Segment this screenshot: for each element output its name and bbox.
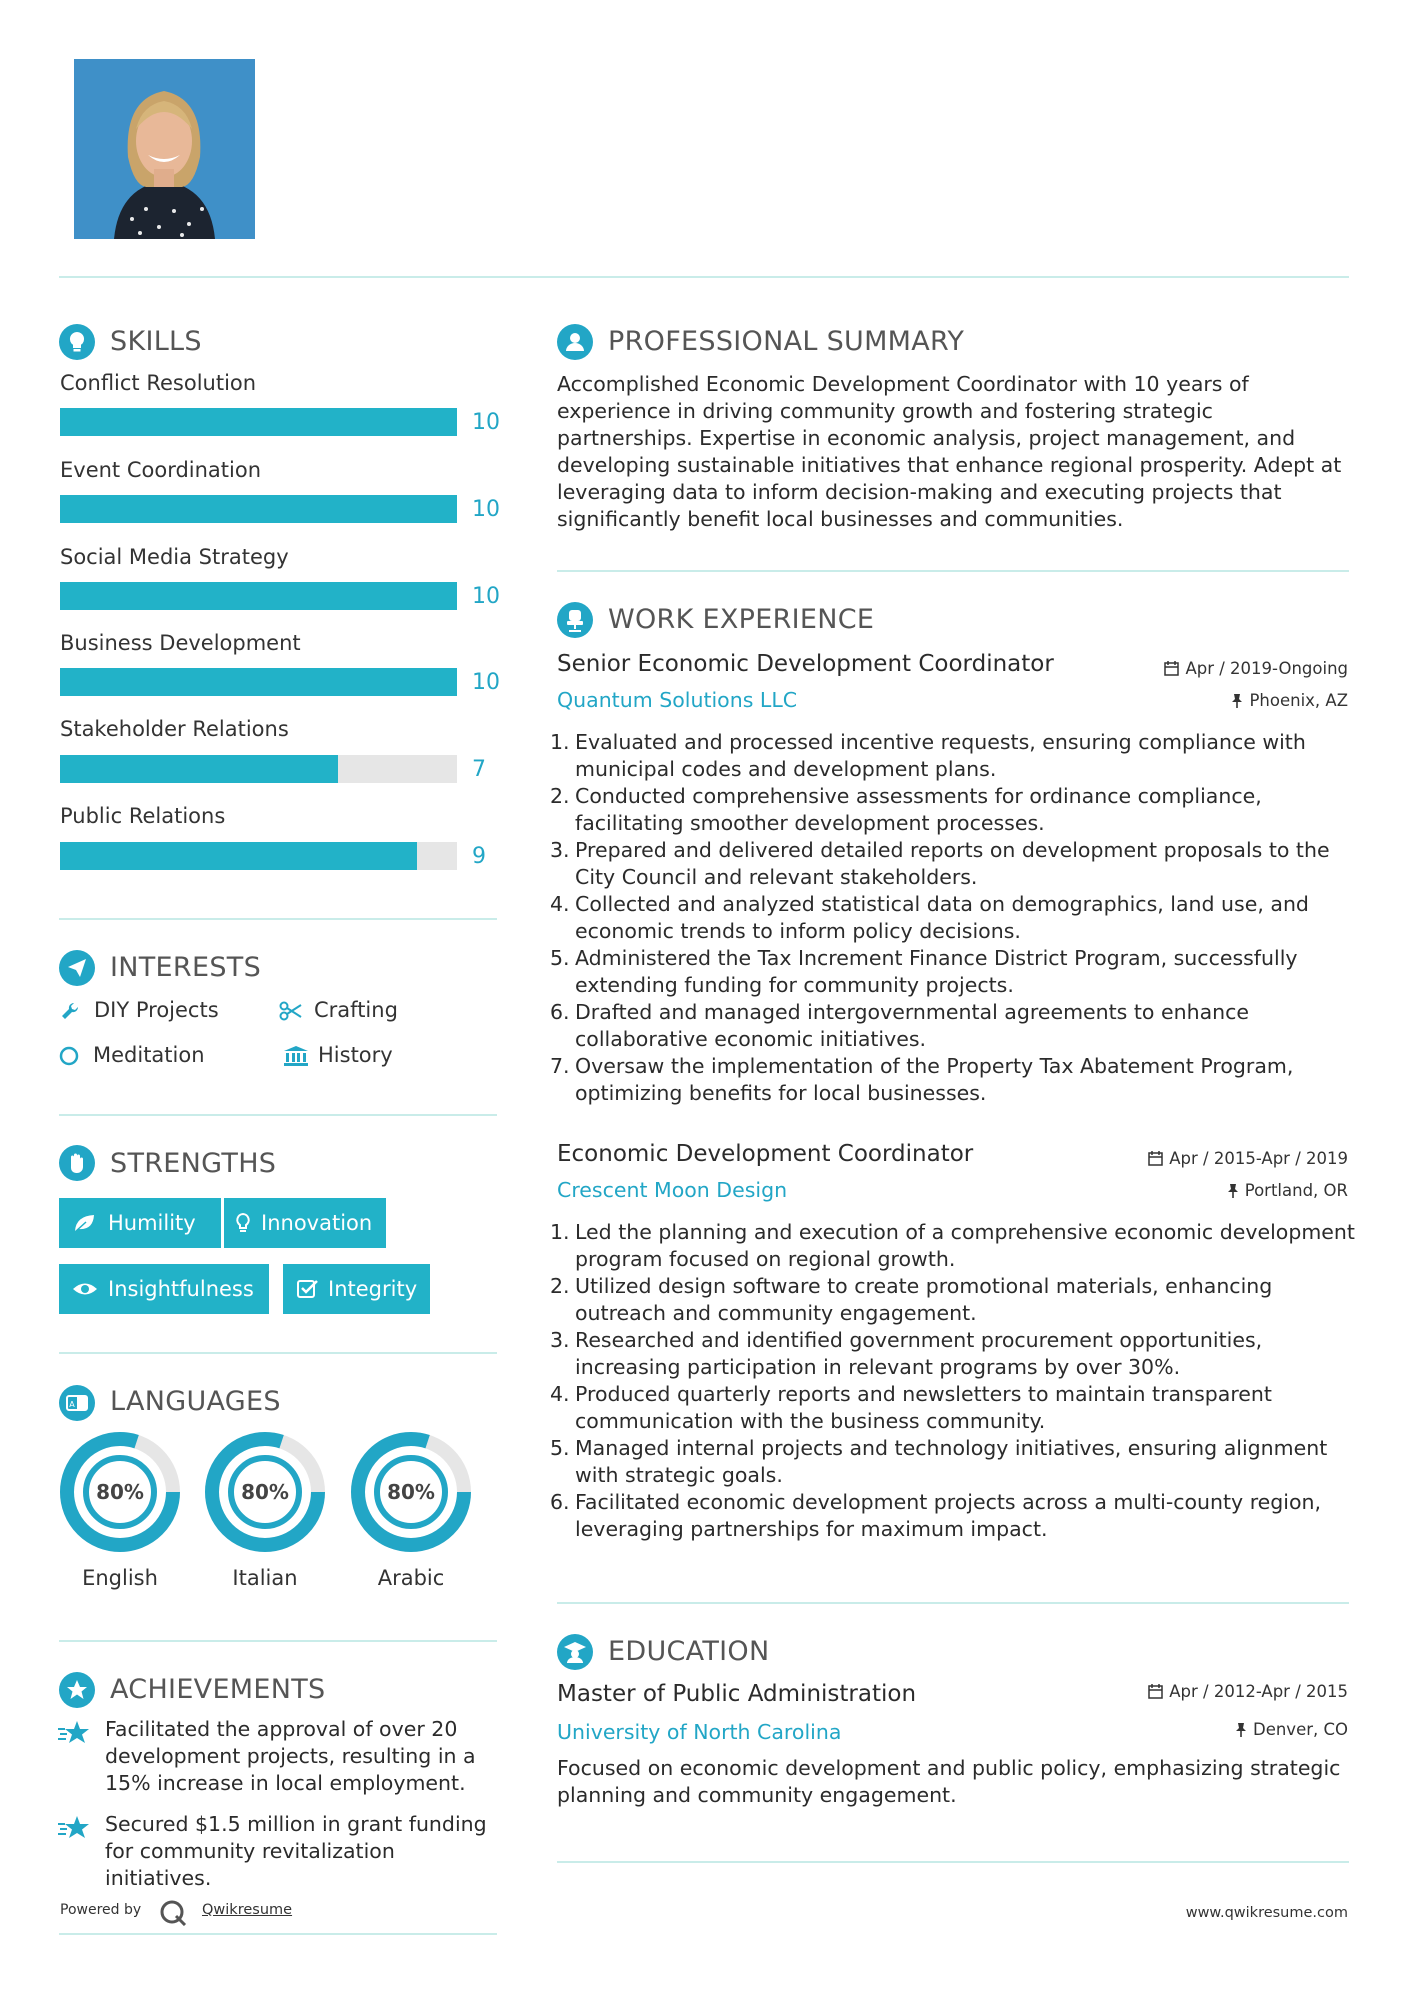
summary-text: Accomplished Economic Development Coordinator with 10 years of experience in driving community growth and fostering strategic partnerships. Expertise in economic analysis, project management, and developing sustainable initiatives that enhance regional prosperity. Adept at leveraging data to inform decision-making and executing projects that significantly benefit local businesses and communities. <box>557 372 1342 531</box>
achievements-title: ACHIEVEMENTS <box>110 1674 326 1705</box>
section-divider <box>557 570 1349 572</box>
school-name: University of North Carolina <box>557 1720 842 1744</box>
education-location-text: Denver, CO <box>1252 1720 1348 1739</box>
strength-label: Humility <box>108 1211 196 1235</box>
skill-name: Public Relations <box>60 804 226 828</box>
eye-icon <box>72 1278 98 1300</box>
museum-icon <box>283 1045 309 1067</box>
check-square-icon <box>296 1278 320 1300</box>
graduate-icon <box>557 1634 593 1670</box>
work-title: WORK EXPERIENCE <box>608 604 875 635</box>
lightbulb-icon <box>59 324 95 360</box>
skill-bar <box>60 495 457 523</box>
star-icon <box>57 1720 91 1752</box>
list-item: 6. Facilitated economic development projects across a multi-county region, leveraging partnerships for maximum impact. <box>550 1490 1322 1541</box>
interest-label: History <box>318 1043 393 1067</box>
section-divider <box>59 918 497 920</box>
strength-chip <box>59 1264 269 1314</box>
job-dates <box>1164 659 1348 678</box>
achievement-text: Facilitated the approval of over 20 development projects, resulting in a 15% increase in local employment. <box>105 1717 476 1795</box>
bottom-divider <box>59 1933 497 1935</box>
skill-bar <box>60 582 457 610</box>
language-donut <box>350 1431 472 1553</box>
section-divider <box>557 1861 1349 1863</box>
section-divider <box>59 1352 497 1354</box>
job-title: Economic Development Coordinator <box>557 1141 974 1167</box>
interest-label: Meditation <box>93 1043 205 1067</box>
job-location-text: Phoenix, AZ <box>1249 691 1348 710</box>
strengths-title: STRENGTHS <box>110 1148 277 1179</box>
language-name: Arabic <box>377 1566 445 1590</box>
language-percent: 80% <box>241 1480 289 1504</box>
skill-name: Stakeholder Relations <box>60 717 289 741</box>
job-bullets <box>550 1219 1355 1543</box>
lightbulb-icon <box>235 1212 251 1234</box>
job-dates-text: Apr / 2015-Apr / 2019 <box>1169 1149 1348 1168</box>
job-location <box>1227 1181 1348 1200</box>
skills-title: SKILLS <box>110 326 202 357</box>
list-item: 1. Led the planning and execution of a comprehensive economic development program focused on regional growth. <box>550 1220 1355 1271</box>
list-item: 2. Conducted comprehensive assessments for ordinance compliance, facilitating smoother development processes. <box>550 784 1262 835</box>
languages-title: LANGUAGES <box>110 1386 281 1417</box>
language-icon <box>59 1385 95 1421</box>
calendar-icon <box>1148 1151 1163 1166</box>
list-item: 3. Prepared and delivered detailed reports on development proposals to the City Council and relevant stakeholders. <box>550 838 1330 889</box>
skill-value: 10 <box>472 584 500 609</box>
job-dates <box>1148 1149 1348 1168</box>
website-link[interactable]: www.qwikresume.com <box>1185 1905 1348 1921</box>
pin-icon <box>1231 693 1243 708</box>
calendar-icon <box>1164 661 1179 676</box>
user-icon <box>557 324 593 360</box>
skill-value: 9 <box>472 844 486 869</box>
company-name: Quantum Solutions LLC <box>557 688 798 712</box>
section-divider <box>557 1602 1349 1604</box>
star-badge-icon <box>59 1672 95 1708</box>
wrench-icon <box>59 1000 81 1022</box>
interests-title: INTERESTS <box>110 952 262 983</box>
list-item: 1. Evaluated and processed incentive requests, ensuring compliance with municipal codes and development plans. <box>550 730 1306 781</box>
list-item: 5. Managed internal projects and technology initiatives, ensuring alignment with strategic goals. <box>550 1436 1328 1487</box>
list-item: 6. Drafted and managed intergovernmental agreements to enhance collaborative economic initiatives. <box>550 1000 1250 1051</box>
education-dates-text: Apr / 2012-Apr / 2015 <box>1169 1682 1348 1701</box>
education-title: EDUCATION <box>608 1636 770 1667</box>
skill-bar <box>60 408 457 436</box>
interest-label: Crafting <box>314 998 398 1022</box>
strength-label: Innovation <box>261 1211 373 1235</box>
skill-name: Business Development <box>60 631 301 655</box>
education-description: Focused on economic development and public policy, emphasizing strategic planning and community engagement. <box>557 1756 1341 1807</box>
achievement-text: Secured $1.5 million in grant funding for community revitalization initiatives. <box>105 1812 487 1890</box>
language-name: Italian <box>232 1566 298 1590</box>
section-divider <box>59 1640 497 1642</box>
interest-item <box>94 998 219 1022</box>
skill-bar-fill <box>60 408 457 436</box>
strength-chip <box>59 1198 221 1248</box>
list-item: 5. Administered the Tax Increment Finance District Program, successfully extending funding for community projects. <box>550 946 1298 997</box>
qwikresume-logo-icon <box>158 1898 188 1930</box>
skill-bar-fill <box>60 668 457 696</box>
powered-by: Powered by <box>60 1902 142 1918</box>
strength-chip <box>224 1198 386 1248</box>
scissors-icon <box>279 1000 303 1022</box>
skill-value: 7 <box>472 757 486 782</box>
strength-label: Integrity <box>328 1277 418 1301</box>
list-item: 3. Researched and identified government procurement opportunities, increasing participation in relevant programs by over 30%. <box>550 1328 1263 1379</box>
skill-bar-fill <box>60 582 457 610</box>
skill-name: Conflict Resolution <box>60 371 257 395</box>
language-donut <box>204 1431 326 1553</box>
star-icon <box>57 1815 91 1847</box>
job-dates-text: Apr / 2019-Ongoing <box>1185 659 1348 678</box>
calendar-icon <box>1148 1684 1163 1699</box>
list-item: 4. Produced quarterly reports and newsletters to maintain transparent communication with the business community. <box>550 1382 1272 1433</box>
company-name: Crescent Moon Design <box>557 1178 788 1202</box>
education-dates <box>1148 1682 1348 1701</box>
list-item: 4. Collected and analyzed statistical data on demographics, land use, and economic trends to inform policy decisions. <box>550 892 1309 943</box>
strength-label: Insightfulness <box>108 1277 254 1301</box>
job-location <box>1231 691 1348 710</box>
degree-title: Master of Public Administration <box>557 1681 917 1707</box>
section-divider <box>59 1114 497 1116</box>
interest-label: DIY Projects <box>94 998 219 1022</box>
interest-item <box>314 998 398 1022</box>
language-name: English <box>82 1566 158 1590</box>
list-item: 7. Oversaw the implementation of the Property Tax Abatement Program, optimizing benefits for local businesses. <box>550 1054 1294 1105</box>
profile-photo <box>74 59 255 239</box>
strength-chip <box>283 1264 430 1314</box>
hand-icon <box>59 1145 95 1181</box>
top-divider <box>59 276 1349 278</box>
language-percent: 80% <box>96 1480 144 1504</box>
skill-name: Social Media Strategy <box>60 545 289 569</box>
skill-value: 10 <box>472 497 500 522</box>
office-chair-icon <box>557 602 593 638</box>
skill-bar-fill <box>60 842 417 870</box>
skill-bar-fill <box>60 495 457 523</box>
interest-item <box>93 1043 205 1067</box>
list-item: 2. Utilized design software to create promotional materials, enhancing outreach and community engagement. <box>550 1274 1273 1325</box>
summary-title: PROFESSIONAL SUMMARY <box>608 326 965 357</box>
svg-text:A: A <box>69 1400 75 1409</box>
circle-icon <box>58 1045 80 1067</box>
paper-plane-icon <box>59 950 95 986</box>
qwikresume-link[interactable]: Qwikresume <box>202 1902 293 1918</box>
skill-bar <box>60 842 457 870</box>
pin-icon <box>1227 1183 1239 1198</box>
job-title: Senior Economic Development Coordinator <box>557 651 1054 677</box>
leaf-icon <box>72 1212 96 1234</box>
language-percent: 80% <box>387 1480 435 1504</box>
interest-item <box>318 1043 393 1067</box>
skill-bar <box>60 668 457 696</box>
skill-bar <box>60 755 457 783</box>
skill-bar-fill <box>60 755 338 783</box>
skill-name: Event Coordination <box>60 458 262 482</box>
job-location-text: Portland, OR <box>1244 1181 1348 1200</box>
language-donut <box>59 1431 181 1553</box>
job-bullets <box>550 729 1355 1107</box>
skill-value: 10 <box>472 670 500 695</box>
education-location <box>1235 1720 1348 1739</box>
skill-value: 10 <box>472 410 500 435</box>
pin-icon <box>1235 1722 1247 1737</box>
